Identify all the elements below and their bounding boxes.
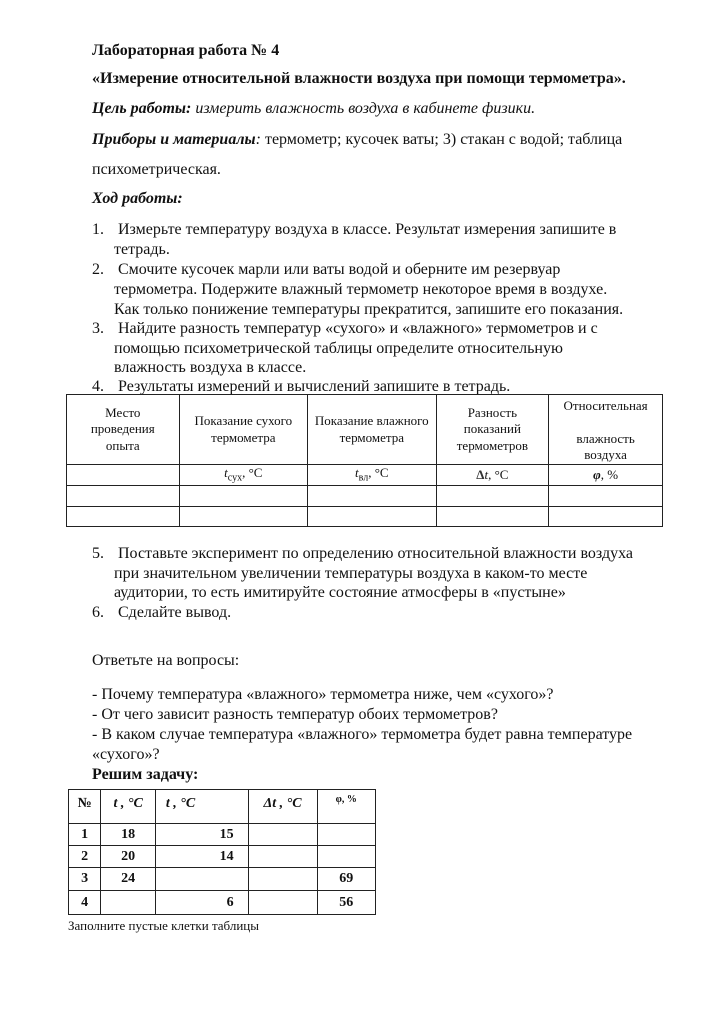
table-cell bbox=[549, 507, 663, 527]
question-item: - Почему температура «влажного» термометра ниже, чем «сухого»? bbox=[92, 686, 554, 703]
table-cell bbox=[317, 846, 375, 868]
symbol: t bbox=[484, 466, 489, 482]
table-row bbox=[69, 846, 376, 868]
header-text: термометров bbox=[456, 437, 528, 453]
step-number: 1. bbox=[92, 221, 104, 238]
table-cell: 56 bbox=[317, 891, 375, 915]
unit: , °C bbox=[488, 466, 509, 482]
table-cell: 2 bbox=[69, 846, 101, 868]
step-line: Как только понижение температуры прекратится, запишите его показания. bbox=[114, 301, 624, 318]
table-cell bbox=[308, 507, 436, 527]
header-cell-humidity bbox=[549, 395, 663, 465]
header-text: термометра bbox=[211, 429, 276, 445]
table-header-row bbox=[67, 395, 663, 465]
table-row bbox=[67, 507, 663, 527]
table-cell: 4 bbox=[69, 891, 101, 915]
step-line: при значительном увеличении температуры воздуха в каком-то месте bbox=[114, 565, 588, 582]
symbol: t bbox=[224, 465, 228, 480]
table-cell: 18 bbox=[101, 824, 156, 846]
unit-cell-wet bbox=[308, 465, 436, 486]
table-row bbox=[69, 868, 376, 891]
unit-cell-delta bbox=[436, 465, 549, 486]
header-text: термометра bbox=[339, 429, 404, 445]
step-line: Поставьте эксперимент по определению относительной влажности воздуха bbox=[118, 545, 633, 562]
header-text: t , °C bbox=[165, 796, 196, 811]
header-text: опыта bbox=[105, 437, 140, 453]
header-text: воздуха bbox=[584, 446, 627, 462]
materials-text-cont: психометрическая. bbox=[92, 161, 221, 178]
table-cell: 6 bbox=[155, 891, 248, 915]
header-cell-dry bbox=[179, 395, 307, 465]
unit: , °C bbox=[242, 465, 263, 480]
materials-text: термометр; кусочек ваты; 3) стакан с водой; таблица bbox=[264, 131, 623, 148]
question-item: - В каком случае температура «влажного» термометра будет равна температуре bbox=[92, 726, 633, 743]
header-text: Показание влажного bbox=[314, 413, 429, 429]
table-cell bbox=[248, 824, 317, 846]
step-number: 2. bbox=[92, 261, 104, 278]
header-cell-diff bbox=[436, 395, 549, 465]
unit: , °C bbox=[368, 465, 389, 480]
table-cell: 15 bbox=[155, 824, 248, 846]
header-cell-place bbox=[67, 395, 180, 465]
task-heading: Решим задачу: bbox=[92, 766, 199, 783]
header-text: Показание сухого bbox=[194, 413, 293, 429]
table-cell bbox=[317, 824, 375, 846]
step-number: 6. bbox=[92, 604, 104, 621]
header-text: влажность bbox=[576, 430, 635, 446]
table-cell: 3 bbox=[69, 868, 101, 891]
table-row bbox=[69, 824, 376, 846]
step-line: Результаты измерений и вычислений запишите в тетрадь. bbox=[118, 378, 511, 395]
materials-label: Приборы и материалы bbox=[92, 131, 256, 148]
table-cell bbox=[436, 486, 549, 507]
table-cell: 69 bbox=[317, 868, 375, 891]
table-cell bbox=[308, 486, 436, 507]
header-cell-wet bbox=[308, 395, 436, 465]
step-1 bbox=[92, 221, 616, 239]
task-header-row bbox=[69, 790, 376, 824]
table-cell: 1 bbox=[69, 824, 101, 846]
goal-label: Цель работы: bbox=[92, 100, 192, 117]
table-cell bbox=[155, 868, 248, 891]
step-line: Измерьте температуру воздуха в классе. Результат измерения запишите в bbox=[118, 221, 617, 238]
materials-line bbox=[92, 131, 622, 149]
step-line: Найдите разность температур «сухого» и «влажного» термометров и с bbox=[118, 320, 598, 337]
subscript: вл bbox=[358, 472, 369, 484]
header-text: проведения bbox=[90, 421, 155, 437]
phi-symbol: φ bbox=[593, 466, 601, 482]
step-line: аудитории, то есть имитируйте состояние атмосферы в «пустыне» bbox=[114, 584, 566, 601]
table-cell bbox=[179, 507, 307, 527]
measurement-table bbox=[66, 394, 663, 527]
step-line: Сделайте вывод. bbox=[118, 604, 232, 621]
subscript: сух bbox=[227, 472, 243, 484]
materials-colon: : bbox=[255, 131, 261, 148]
task-header-num: № bbox=[69, 790, 101, 824]
header-text: показаний bbox=[463, 421, 521, 437]
header-text: Место bbox=[105, 405, 141, 421]
step-line: тетрадь. bbox=[114, 241, 170, 258]
goal-text: измерить влажность воздуха в кабинете физики. bbox=[195, 100, 536, 117]
table-cell: 24 bbox=[101, 868, 156, 891]
step-line: термометра. Подержите влажный термометр некоторое время в воздухе. bbox=[114, 281, 608, 298]
step-6 bbox=[92, 604, 231, 622]
unit-cell-dry bbox=[179, 465, 307, 486]
table-caption: Заполните пустые клетки таблицы bbox=[68, 918, 259, 933]
header-text: Разность bbox=[467, 405, 517, 421]
header-text: Относительная bbox=[563, 398, 648, 413]
table-cell bbox=[549, 486, 663, 507]
table-row bbox=[67, 486, 663, 507]
delta-symbol: Δ bbox=[476, 466, 485, 482]
header-text: t , °C bbox=[113, 796, 143, 811]
table-cell: 20 bbox=[101, 846, 156, 868]
task-header-t-wet bbox=[155, 790, 248, 824]
unit-cell-phi bbox=[549, 465, 663, 486]
task-header-delta bbox=[248, 790, 317, 824]
questions-heading: Ответьте на вопросы: bbox=[92, 652, 240, 669]
step-line: влажность воздуха в классе. bbox=[114, 359, 307, 376]
question-item: «сухого»? bbox=[92, 746, 160, 763]
task-table bbox=[68, 789, 376, 915]
table-cell bbox=[248, 891, 317, 915]
step-line: Смочите кусочек марли или ваты водой и оберните им резервуар bbox=[118, 261, 561, 278]
table-cell bbox=[67, 465, 180, 486]
procedure-heading: Ход работы: bbox=[92, 190, 183, 207]
table-cell bbox=[248, 868, 317, 891]
question-item: - От чего зависит разность температур обоих термометров? bbox=[92, 706, 498, 723]
header-text: Δt , °C bbox=[263, 796, 302, 811]
step-5 bbox=[92, 545, 633, 563]
task-header-phi: φ, % bbox=[317, 790, 375, 824]
table-cell bbox=[101, 891, 156, 915]
table-cell bbox=[67, 507, 180, 527]
goal-line bbox=[92, 100, 535, 118]
table-cell bbox=[436, 507, 549, 527]
table-cell: 14 bbox=[155, 846, 248, 868]
table-cell bbox=[248, 846, 317, 868]
table-cell bbox=[67, 486, 180, 507]
step-line: помощью психометрической таблицы определите относительную bbox=[114, 340, 563, 357]
task-header-t-dry bbox=[101, 790, 156, 824]
table-cell bbox=[179, 486, 307, 507]
unit: , % bbox=[600, 466, 619, 482]
units-row bbox=[67, 465, 663, 486]
lab-subtitle: «Измерение относительной влажности воздуха при помощи термометра». bbox=[92, 70, 626, 87]
table-row bbox=[69, 891, 376, 915]
step-number: 3. bbox=[92, 320, 104, 337]
lab-title: Лабораторная работа № 4 bbox=[92, 42, 280, 59]
symbol: t bbox=[355, 465, 359, 480]
step-number: 4. bbox=[92, 378, 104, 395]
step-number: 5. bbox=[92, 545, 104, 562]
step-2 bbox=[92, 261, 560, 279]
step-3 bbox=[92, 320, 598, 338]
